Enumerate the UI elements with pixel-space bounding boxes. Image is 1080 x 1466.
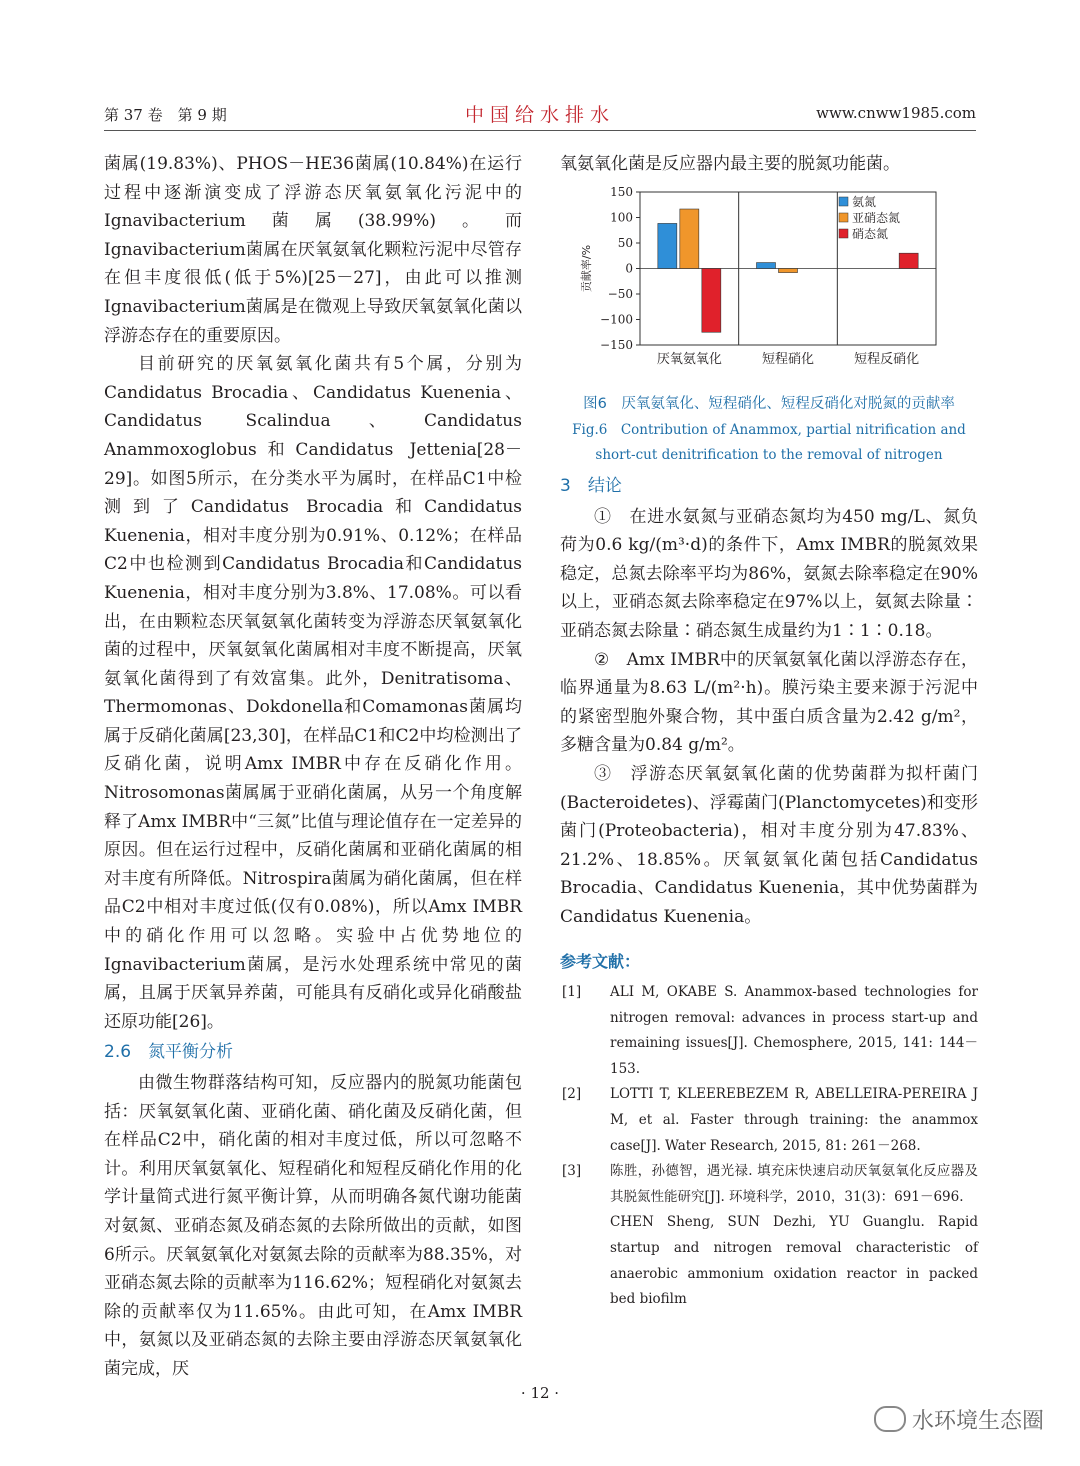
legend-swatch — [839, 213, 848, 222]
y-tick-label: 0 — [625, 261, 633, 276]
figure-caption-cn: 图6 厌氧氨氧化、短程硝化、短程反硝化对脱氮的贡献率 — [583, 396, 955, 412]
reference-number: [1] — [562, 984, 582, 1001]
reference-item — [560, 1159, 978, 1210]
section-heading-3: 3 结论 — [560, 476, 622, 496]
reference-item — [560, 1082, 978, 1159]
conclusion-3: ③ 浮游态厌氧氨氧化菌的优势菌群为拟杆菌门(Bacteroidetes)、浮霉菌门(Planctomycetes)和变形菌门(Proteobacteria)，相对丰度分别为47.83%、21.2%、18.85%。厌氧氨氧化菌包括Candidatus Brocadia、Candidatus Kuenenia，其中优势菌群为Candidatus Kuenenia。 — [560, 763, 978, 927]
legend-swatch — [839, 229, 848, 238]
y-tick-label: −150 — [600, 338, 633, 352]
references-heading: 参考文献： — [560, 951, 641, 971]
bar — [757, 263, 776, 269]
x-tick-label: 短程硝化 — [761, 352, 815, 367]
conclusion-2: ② Amx IMBR中的厌氧氨氧化菌以浮游态存在，临界通量为8.63 L/(m²·h)。膜污染主要来源于污泥中的紧密型胞外聚合物，其中蛋白质含量为2.42 g/m²，多糖含量为0.84 g/m²。 — [560, 649, 978, 756]
y-tick-label: −50 — [607, 287, 633, 301]
x-tick-label: 短程反硝化 — [854, 352, 920, 367]
running-header — [104, 104, 976, 132]
page-number: · 12 · — [520, 1384, 560, 1402]
header-rule — [104, 130, 976, 131]
x-tick-label: 厌氧氨氧化 — [656, 352, 722, 367]
reference-item — [560, 1210, 978, 1312]
y-tick-label: 50 — [617, 236, 633, 250]
bar — [680, 209, 699, 268]
wechat-icon — [874, 1406, 906, 1432]
left-column — [104, 150, 522, 1384]
reference-text: CHEN Sheng, SUN Dezhi, YU Guanglu. Rapid startup and nitrogen removal characteristic of anaerobic ammonium oxidation reactor in packed bed biofilm — [610, 1214, 978, 1308]
legend-label: 氨氮 — [852, 195, 877, 209]
y-tick-label: 100 — [610, 210, 633, 225]
bar — [658, 223, 677, 268]
watermark-text: 水环境生态圈 — [911, 1409, 1044, 1434]
legend-label: 硝态氮 — [852, 227, 889, 241]
reference-text: ALI M, OKABE S. Anammox-based technologies for nitrogen removal: advances in process start-up and remaining issues[J]. Chemosphere, 2015, 141: 144－153. — [610, 984, 978, 1077]
bar — [779, 269, 798, 273]
y-axis-label: 贡献率/% — [580, 244, 593, 293]
right-top-line: 氧氨氧化菌是反应器内最主要的脱氮功能菌。 — [560, 154, 900, 174]
paragraph-1: 菌属(19.83%)、PHOS－HE36菌属(10.84%)在运行过程中逐渐演变成了浮游态厌氧氨氧化污泥中的Ignavibacterium菌属(38.99%)。而Ignavibacterium菌属在厌氧氨氧化颗粒污泥中尽管存在但丰度很低(低于5%)[25－27]，由此可以推测Ignavibacterium菌属是在微观上导致厌氧氨氧化菌以浮游态存在的重要原因。 — [104, 154, 522, 346]
reference-item — [560, 980, 978, 1082]
section-heading-2-6: 2.6 氮平衡分析 — [104, 1042, 234, 1063]
header-volume: 第 37 卷 第 9 期 — [104, 106, 227, 124]
reference-text: LOTTI T, KLEEREBEZEM R, ABELLEIRA-PEREIRA J M, et al. Faster through training: the anammox case[J]. Water Research, 2015, 81: 261－268. — [610, 1086, 978, 1154]
figure-6-chart — [560, 180, 978, 380]
right-column-top — [560, 150, 978, 179]
watermark — [874, 1404, 1044, 1435]
paragraph-3: 由微生物群落结构可知，反应器内的脱氮功能菌包括：厌氧氨氧化菌、亚硝化菌、硝化菌及反硝化菌，但在样品C2中，硝化菌的相对丰度过低，所以可忽略不计。利用厌氧氨氧化、短程硝化和短程反硝化作用的化学计量简式进行氮平衡计算，从而明确各氮代谢功能菌对氨氮、亚硝态氮及硝态氮的去除所做出的贡献，如图6所示。厌氧氨氧化对氨氮去除的贡献率为88.35%，对亚硝态氮去除的贡献率为116.62%；短程硝化对氨氮去除的贡献率仅为11.65%。由此可知，在Amx IMBR中，氨氮以及亚硝态氮的去除主要由浮游态厌氧氨氧化菌完成，厌 — [104, 1073, 522, 1379]
bar — [899, 253, 918, 268]
legend-swatch — [839, 197, 848, 206]
journal-url: www.cnww1985.com — [816, 104, 976, 122]
reference-text: 陈胜，孙德智，遇光禄. 填充床快速启动厌氧氨氧化反应器及其脱氮性能研究[J]. 环境科学，2010，31(3)：691－696. — [610, 1163, 978, 1205]
y-tick-label: −100 — [600, 312, 633, 327]
reference-number: [2] — [562, 1086, 582, 1103]
paragraph-2: 目前研究的厌氧氨氧化菌共有5个属，分别为Candidatus Brocadia、Candidatus Kuenenia、Candidatus Scalindua、Candidatus Anammoxoglobus和Candidatus Jettenia[28－29]。如图5所示，在分类水平为属时，在样品C1中检测到了Candidatus Brocadia和Candidatus Kuenenia，相对丰度分别为0.91%、0.12%；在样品C2中也检测到Candidatus Brocadia和Candidatus Kuenenia，相对丰度分别为3.8%、17.08%。可以看出，在由颗粒态厌氧氨氧化菌转变为浮游态厌氧氨氧化菌的过程中，厌氧氨氧化菌属相对丰度不断提高，厌氧氨氧化菌得到了有效富集。此外，Denitratisoma、Thermomonas、Dokdonella和Comamonas菌属均属于反硝化菌属[23,30]，在样品C1和C2中均检测出了反硝化菌，说明Amx IMBR中存在反硝化作用。Nitrosomonas菌属属于亚硝化菌属，从另一个角度解释了Amx IMBR中“三氮”比值与理论值存在一定差异的原因。但在运行过程中，反硝化菌属和亚硝化菌属的相对丰度有所降低。Nitrospira菌属为硝化菌属，但在样品C2中相对丰度过低(仅有0.08%)，所以Amx IMBR中的硝化作用可以忽略。实验中占优势地位的Ignavibacterium菌属，是污水处理系统中常见的菌属，且属于厌氧异养菌，可能具有反硝化或异化硝酸盐还原功能[26]。 — [104, 354, 522, 1032]
y-tick-label: 150 — [610, 185, 633, 199]
legend-label: 亚硝态氮 — [852, 211, 901, 225]
figure-caption-en: Fig.6 Contribution of Anammox, partial nitrification and short-cut denitrification to the removal of nitrogen — [572, 422, 966, 463]
conclusion-1: ① 在进水氨氮与亚硝态氮均为450 mg/L、氮负荷为0.6 kg/(m³·d)的条件下，Amx IMBR的脱氮效果稳定，总氮去除率平均为86%，氨氮去除率稳定在90%以上，亚硝态氮去除率稳定在97%以上，氨氮去除量∶亚硝态氮去除量∶硝态氮生成量约为1∶1∶0.18。 — [560, 506, 978, 641]
journal-title: 中国给水排水 — [464, 104, 615, 126]
reference-number: [3] — [562, 1163, 582, 1180]
bar — [702, 269, 721, 333]
right-column-body — [560, 470, 978, 1313]
